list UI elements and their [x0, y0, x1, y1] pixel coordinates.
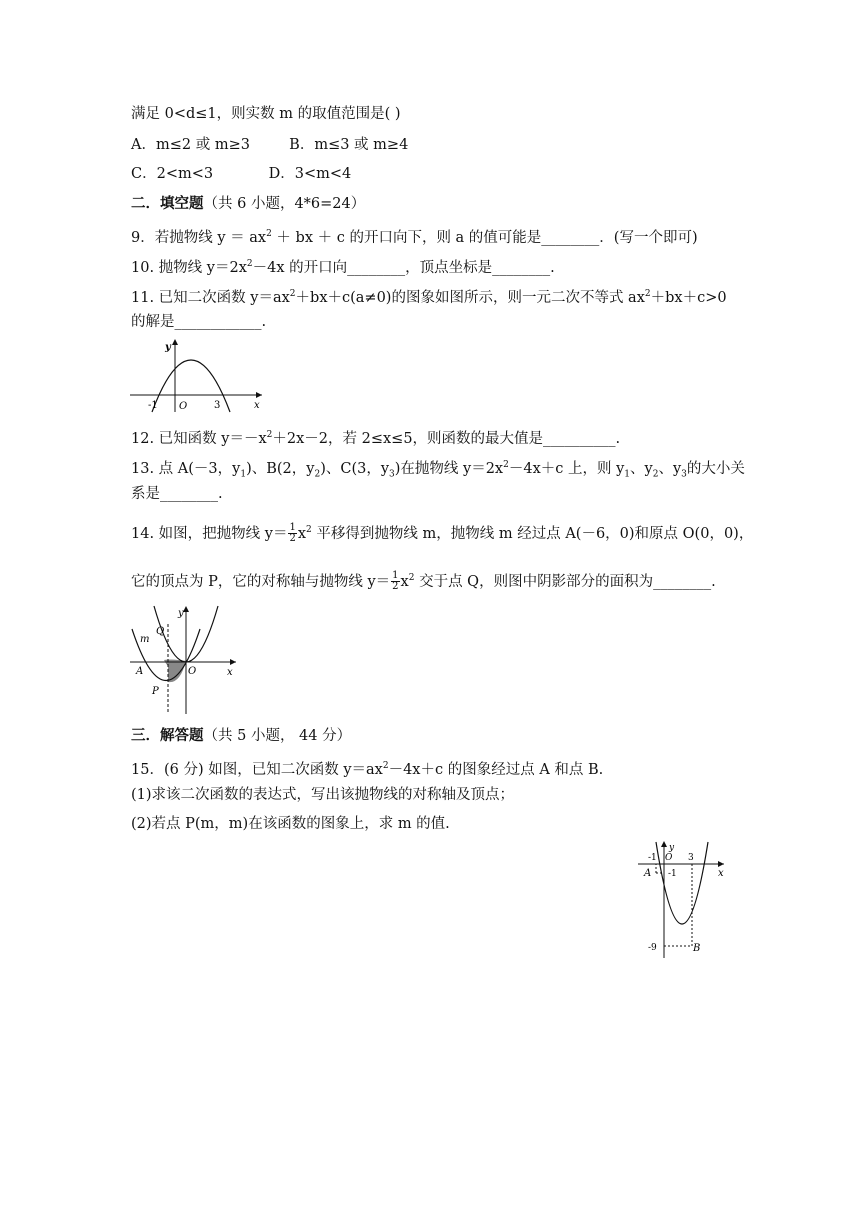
subscript: 2	[314, 469, 321, 480]
origin-label: O	[188, 666, 197, 677]
q14-parabola-figure	[128, 604, 240, 716]
subscript: 1	[624, 469, 631, 480]
tick-neg1-y: -1	[668, 869, 677, 879]
q10-text: －4x 的开口向________，顶点坐标是________.	[252, 259, 555, 276]
q14-text: 14. 如图，把抛物线 y＝	[131, 525, 288, 542]
section-2-title: 二．填空题	[131, 195, 204, 212]
tick-neg1: -1	[148, 400, 158, 411]
p-label: P	[152, 686, 159, 697]
q11-text: ＋bx＋c(a≠0)的图象如图所示，则一元二次不等式 ax	[295, 289, 645, 306]
y-label: y	[178, 608, 184, 619]
question-11-line2: 的解是____________.	[131, 314, 267, 330]
origin-label: O	[179, 401, 188, 412]
q-label: Q	[156, 626, 165, 637]
subscript: 1	[240, 469, 247, 480]
q13-text: 、y	[658, 460, 682, 477]
x-label: x	[227, 667, 233, 678]
q11-text: ＋bx＋c>0	[650, 289, 727, 306]
question-12	[131, 425, 620, 449]
fraction-one-half: $\frac{1}{2}$	[392, 570, 399, 593]
q12-text: 12. 已知函数 y＝－x	[131, 430, 267, 447]
superscript: 2	[306, 525, 312, 535]
question-15-part2: (2)若点 P(m，m)在该函数的图象上，求 m 的值.	[131, 816, 450, 832]
q13-text: 的大小关	[686, 460, 745, 477]
q8-options-row2	[131, 164, 351, 184]
q13-text: －4x＋c 上，则 y	[508, 460, 625, 477]
b-label: B	[693, 943, 701, 954]
a-label: A	[136, 666, 144, 677]
q15-text: －4x＋c 的图象经过点 A 和点 B.	[388, 761, 604, 778]
question-9	[131, 224, 698, 248]
question-10	[131, 254, 555, 278]
y-axis-arrow	[661, 841, 667, 847]
question-14	[131, 520, 753, 544]
section-3-info: （共 5 小题， 44 分）	[203, 728, 352, 744]
y-axis-arrow	[172, 339, 178, 345]
origin-label: O	[665, 853, 673, 863]
q13-text: )、B(2，y	[246, 460, 315, 477]
q8-options-row1	[131, 135, 408, 155]
superscript: 2	[266, 229, 272, 239]
a-label: A	[644, 868, 652, 879]
tick-3: 3	[214, 400, 221, 411]
q9-text: 9．若抛物线 y ＝ ax	[131, 229, 267, 246]
q14-text: 交于点 Q，则图中阴影部分的面积为________.	[414, 573, 716, 590]
x-label: x	[254, 400, 260, 411]
y-axis-arrow	[183, 606, 189, 612]
section-3-title: 三．解答题	[131, 727, 204, 744]
q13-text: )在抛物线 y＝2x	[394, 460, 504, 477]
q11-parabola-figure	[128, 336, 266, 414]
superscript: 2	[289, 289, 296, 299]
option-d: D．3<m<4	[268, 166, 352, 182]
q15-text: 15．(6 分) 如图，已知二次函数 y＝ax	[131, 761, 383, 778]
section-2-info: （共 6 小题，4*6=24）	[203, 196, 366, 212]
section-3-heading	[131, 726, 351, 746]
superscript: 2	[382, 761, 389, 771]
q14-text: x	[297, 525, 307, 542]
option-a: A．m≤2 或 m≥3	[131, 137, 250, 153]
question-13-line2: 系是________.	[131, 486, 223, 502]
y-label: y	[669, 843, 675, 853]
superscript: 2	[644, 289, 651, 299]
m-label: m	[140, 634, 150, 645]
tick-neg9: -9	[648, 943, 657, 953]
q15-parabola-figure	[636, 840, 728, 960]
q13-text: )、C(3，y	[320, 460, 390, 477]
question-15-part1: (1)求该二次函数的表达式，写出该抛物线的对称轴及顶点；	[131, 787, 515, 803]
superscript: 2	[408, 573, 415, 583]
x-label: x	[718, 868, 724, 879]
superscript: 2	[246, 259, 253, 269]
q10-text: 10. 抛物线 y＝2x	[131, 259, 247, 276]
question-11	[131, 284, 727, 308]
question-14-line2	[131, 568, 716, 592]
subscript: 3	[389, 469, 395, 480]
question-15	[131, 756, 603, 780]
tick-3: 3	[688, 853, 694, 863]
section-2-heading	[131, 194, 365, 214]
q14-text: 它的顶点为 P，它的对称轴与抛物线 y＝	[131, 573, 391, 590]
x-axis-arrow	[256, 392, 262, 398]
question-13	[131, 455, 745, 485]
subscript: 3	[681, 469, 687, 480]
superscript: 2	[503, 460, 509, 470]
q11-text: 11. 已知二次函数 y＝ax	[131, 289, 290, 306]
fraction-one-half: $\frac{1}{2}$	[289, 522, 296, 545]
q12-text: ＋2x－2，若 2≤x≤5，则函数的最大值是__________.	[272, 430, 621, 447]
y-label: y	[165, 342, 171, 353]
option-b: B．m≤3 或 m≥4	[289, 137, 409, 153]
q13-text: 13. 点 A(－3，y	[131, 460, 241, 477]
q13-text: 、y	[630, 460, 653, 477]
subscript: 2	[652, 469, 659, 480]
tick-neg1-x: -1	[648, 853, 657, 863]
q8-stem-continuation: 满足 0<d≤1，则实数 m 的取值范围是( )	[131, 106, 401, 122]
superscript: 2	[266, 430, 273, 440]
q9-text: ＋ bx ＋ c 的开口向下，则 a 的值可能是________．(写一个即可)	[271, 229, 698, 246]
shaded-region	[164, 660, 186, 682]
x-axis-arrow	[718, 861, 724, 867]
q14-text: x	[400, 573, 409, 590]
option-c: C．2<m<3	[131, 166, 214, 182]
x-axis-arrow	[230, 659, 236, 665]
q14-text: 平移得到抛物线 m，抛物线 m 经过点 A(－6，0)和原点 O(0，0)，	[311, 525, 754, 542]
